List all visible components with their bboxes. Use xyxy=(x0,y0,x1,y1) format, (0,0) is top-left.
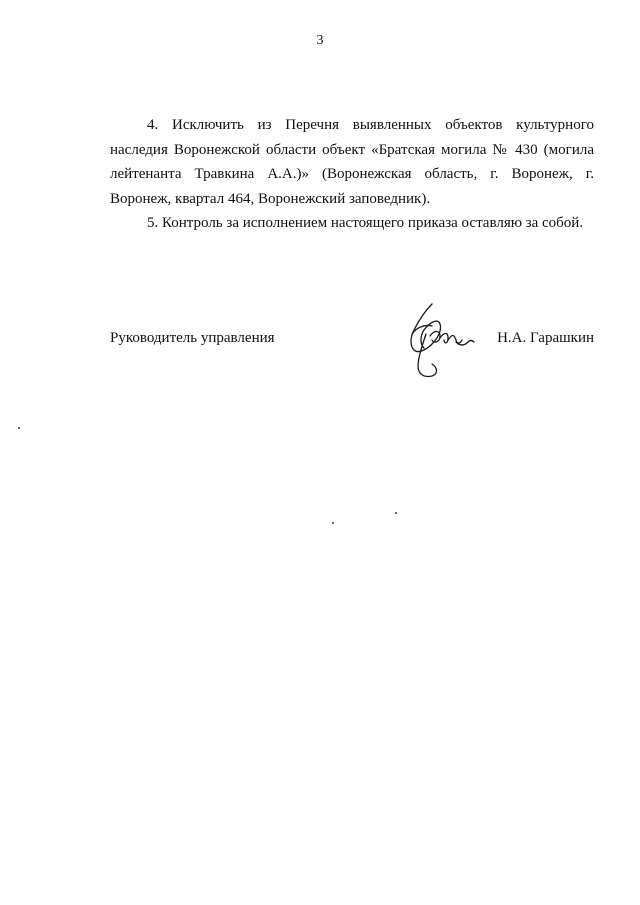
signatory-name: Н.А. Гарашкин xyxy=(497,330,594,346)
paragraph-item-5: 5. Контроль за исполнением настоящего приказа оставляю за собой. xyxy=(147,215,584,231)
scan-speck xyxy=(18,427,20,429)
signatory-title: Руководитель управления xyxy=(110,330,275,346)
scan-speck xyxy=(395,512,397,514)
document-body xyxy=(110,113,594,236)
scan-speck xyxy=(332,522,334,524)
paragraph-item-4: 4. Исключить из Перечня выявленных объектов культурного наследия Воронежской области объект «Братская могила № 430 (могила лейтенанта Травкина А.А.)» (Воронежская область, г. Воронеж, г. Воронеж, квартал 464, Воронежский заповедник). xyxy=(110,117,594,207)
signature-block xyxy=(110,300,594,390)
handwritten-signature xyxy=(402,300,478,382)
page-number: 3 xyxy=(316,33,324,48)
